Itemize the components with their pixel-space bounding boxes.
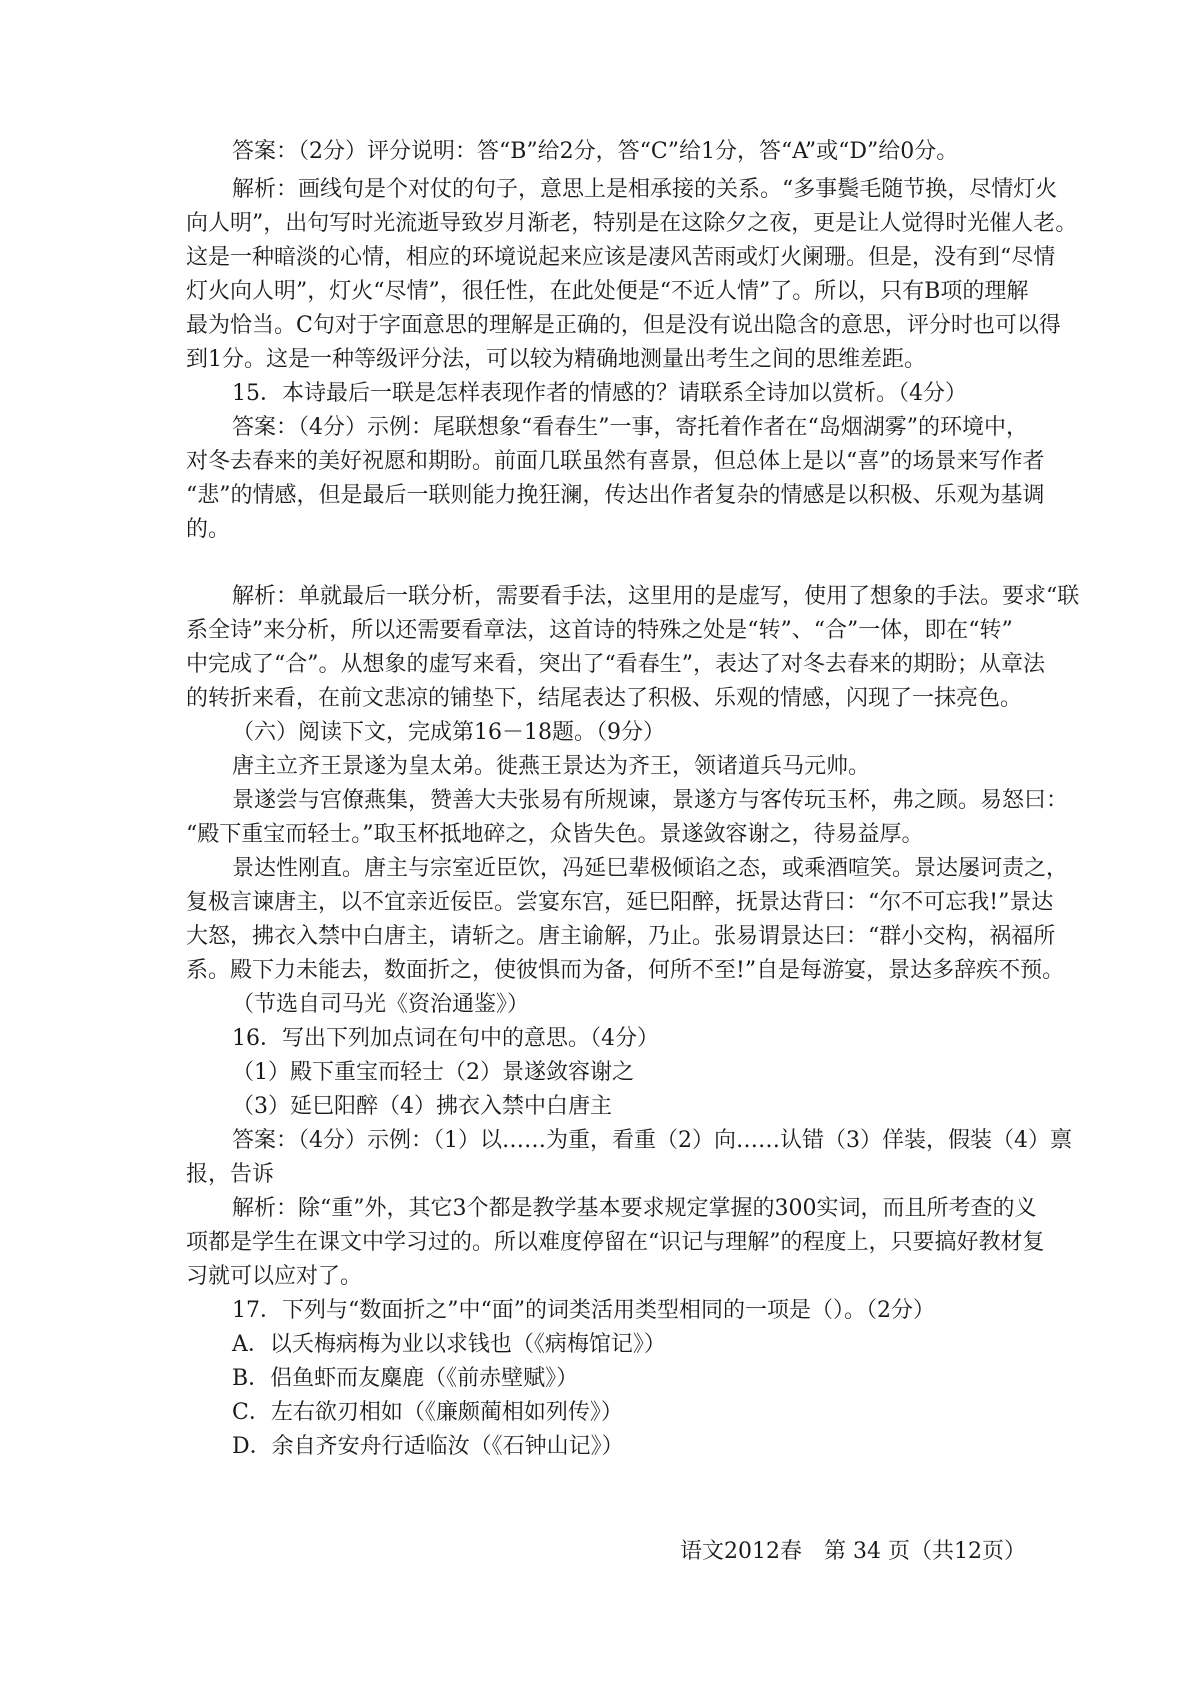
option-c: C．左右欲刃相如（《廉颇蔺相如列传》） bbox=[232, 1400, 623, 1425]
passage-line: 复极言谏唐主，以不宜亲近佞臣。尝宴东宫，延巳阳醉，抚景达背曰：“尔不可忘我!”景达 bbox=[186, 890, 1054, 915]
answer-16-line: 答案：（4分）示例：（1）以……为重，看重（2）向……认错（3）佯装，假装（4）禀 bbox=[232, 1128, 1072, 1153]
answer-15-line: 对冬去春来的美好祝愿和期盼。前面几联虽然有喜景，但总体上是以“喜”的场景来写作者 bbox=[186, 449, 1045, 474]
answer-16-line: 报，告诉 bbox=[186, 1162, 275, 1187]
answer-15-line: 的。 bbox=[186, 517, 231, 542]
question-16: 16．写出下列加点词在句中的意思。（4分） bbox=[232, 1026, 659, 1051]
answer-15-line: “悲”的情感，但是最后一联则能力挽狂澜，传达出作者复杂的情感是以积极、乐观为基调 bbox=[186, 483, 1045, 508]
analysis-15-line: 解析：单就最后一联分析，需要看手法，这里用的是虚写，使用了想象的手法。要求“联 bbox=[232, 584, 1080, 609]
passage-line: 大怒，拂衣入禁中白唐主，请斩之。唐主谕解，乃止。张易谓景达曰：“群小交构，祸福所 bbox=[186, 924, 1056, 949]
analysis-16-line: 习就可以应对了。 bbox=[186, 1264, 363, 1289]
passage-source: （节选自司马光《资治通鉴》） bbox=[232, 992, 530, 1017]
analysis-14-line: 向人明”，出句写时光流逝导致岁月渐老，特别是在这除夕之夜，更是让人觉得时光催人老。 bbox=[186, 211, 1078, 236]
analysis-16-line: 解析：除“重”外，其它3个都是教学基本要求规定掌握的300实词，而且所考查的义 bbox=[232, 1196, 1037, 1221]
page-footer: 语文2012春 第 34 页（共12页） bbox=[680, 1539, 1026, 1564]
question-17: 17．下列与“数面折之”中“面”的词类活用类型相同的一项是（）。（2分） bbox=[232, 1298, 935, 1323]
answer-15-line: 答案：（4分）示例：尾联想象“看春生”一事，寄托着作者在“岛烟湖雾”的环境中， bbox=[232, 415, 1028, 440]
option-d: D．余自齐安舟行适临汝（《石钟山记》） bbox=[232, 1434, 624, 1459]
section-6-heading: （六）阅读下文，完成第16－18题。（9分） bbox=[232, 720, 665, 745]
analysis-16-line: 项都是学生在课文中学习过的。所以难度停留在“识记与理解”的程度上，只要搞好教材复 bbox=[186, 1230, 1045, 1255]
analysis-14-line: 最为恰当。C句对于字面意思的理解是正确的，但是没有说出隐含的意思，评分时也可以得 bbox=[186, 313, 1061, 338]
analysis-14-line: 到1分。这是一种等级评分法，可以较为精确地测量出考生之间的思维差距。 bbox=[186, 347, 926, 372]
passage-line: “殿下重宝而轻士。”取玉杯抵地碎之，众皆失色。景遂敛容谢之，待易益厚。 bbox=[186, 822, 924, 847]
passage-line: 景遂尝与宫僚燕集，赞善大夫张易有所规谏，景遂方与客传玩玉杯，弗之顾。易怒曰： bbox=[232, 788, 1069, 813]
question-15: 15．本诗最后一联是怎样表现作者的情感的？请联系全诗加以赏析。（4分） bbox=[232, 381, 967, 406]
analysis-14-line: 解析：画线句是个对仗的句子，意思上是相承接的关系。“多事鬓毛随节换，尽情灯火 bbox=[232, 177, 1058, 202]
analysis-14-line: 灯火向人明”，灯火“尽情”，很任性，在此处便是“不近人情”了。所以，只有B项的理解 bbox=[186, 279, 1029, 304]
analysis-15-line: 中完成了“合”。从想象的虚写来看，突出了“看春生”，表达了对冬去春来的期盼；从章法 bbox=[186, 652, 1045, 677]
question-16-item: （1）殿下重宝而轻士（2）景遂敛容谢之 bbox=[232, 1060, 634, 1085]
option-a: A．以夭梅病梅为业以求钱也（《病梅馆记》） bbox=[232, 1332, 666, 1357]
passage-line: 系。殿下力未能去，数面折之，使彼惧而为备，何所不至!”自是每游宴，景达多辞疾不预。 bbox=[186, 958, 1065, 983]
question-16-item: （3）延巳阳醉（4）拂衣入禁中白唐主 bbox=[232, 1094, 612, 1119]
passage-line: 唐主立齐王景遂为皇太弟。徙燕王景达为齐王，领诸道兵马元帅。 bbox=[232, 754, 871, 779]
option-b: B．侣鱼虾而友麋鹿（《前赤壁赋》） bbox=[232, 1366, 579, 1391]
passage-line: 景达性刚直。唐主与宗室近臣饮，冯延巳辈极倾谄之态，或乘酒喧笑。景达屡诃责之， bbox=[232, 856, 1069, 881]
analysis-14-line: 这是一种暗淡的心情，相应的环境说起来应该是凄风苦雨或灯火阑珊。但是，没有到“尽情 bbox=[186, 245, 1056, 270]
analysis-15-line: 的转折来看，在前文悲凉的铺垫下，结尾表达了积极、乐观的情感，闪现了一抹亮色。 bbox=[186, 686, 1023, 711]
analysis-15-line: 系全诗”来分析，所以还需要看章法，这首诗的特殊之处是“转”、“合”一体，即在“转” bbox=[186, 618, 1013, 643]
answer-14-scoring: 答案：（2分）评分说明：答“B”给2分，答“C”给1分，答“A”或“D”给0分。 bbox=[232, 139, 959, 164]
